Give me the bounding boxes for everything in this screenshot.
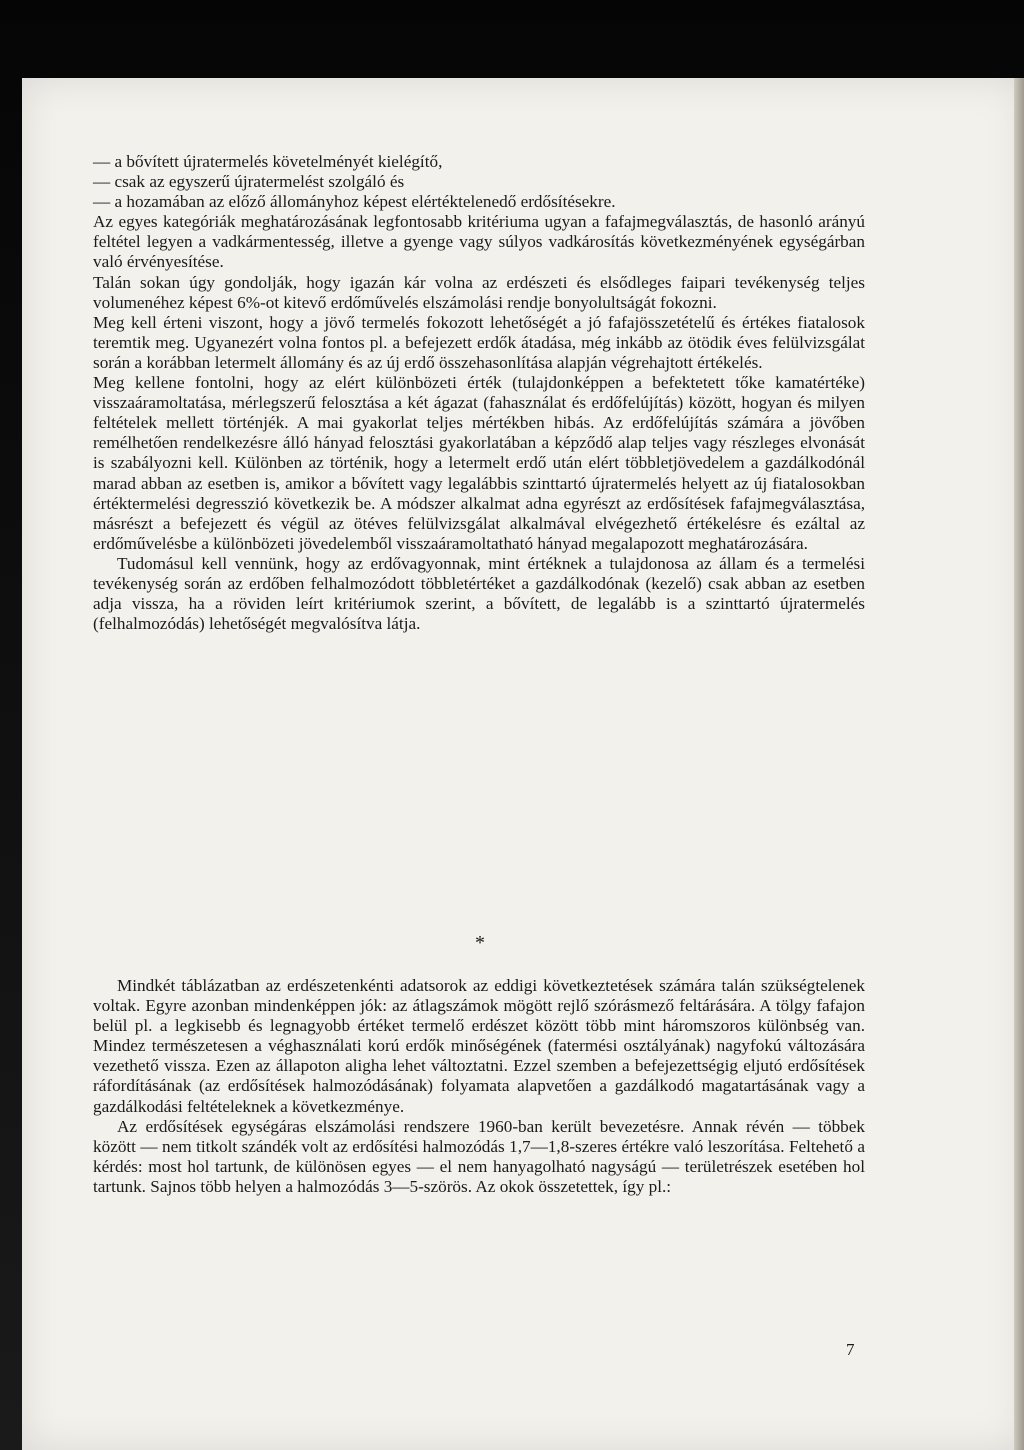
paragraph: Meg kell érteni viszont, hogy a jövő termelés fokozott lehetőségét a jó fafajösszetételű és értékes fiatalosok teremtik meg. Ugyanezért volna fontos pl. a befejezett erdők átadása, még inkább az ötödik éves felülvizsgálat során a korábban letermelt állomány és az új erdő összehasonlítása alapján végrehajtott értékelés. bbox=[93, 312, 865, 372]
page-number: 7 bbox=[846, 1340, 855, 1359]
paragraph: Meg kellene fontolni, hogy az elért különbözeti érték (tulajdonképpen a befektetett tőke kamatértéke) visszaáramoltatása, mérlegszerű felosztása a két ágazat (fahasználat és erdőfelújítás) között, hogyan és milyen feltételek mellett történjék. A mai gyakorlat teljes mértékben hibás. Az erdőfelújítás számára a jövőben remélhetően rendelkezésre álló hányad felosztási gyakorlatában a képződő alap teljes vagy részleges elvonását is szabályozni kell. Különben az történik, hogy a letermelt erdő után elért többletjövedelem a gazdálkodónál marad abban az esetben is, amikor a bővített vagy legalábbis szinttartó újratermelés helyett az új fiatalosokban értéktermelési degresszió következik be. A módszer alkalmat adna egyrészt az erdősítések fafajmegválasztása, másrészt a befejezett és végül az ötéves felülvizsgálat alkalmával elvégezhető értékelésre és ezáltal az erdőművelésbe a különbözeti jövedelemből visszaáramoltatható hányad megalapozott meghatározására. bbox=[93, 373, 865, 553]
paragraph: Talán sokan úgy gondolják, hogy igazán kár volna az erdészeti és elsődleges faipari tevékenység teljes volumenéhez képest 6%-ot kitevő erdőművelés elszámolási rendje bonyolultságát fokozni. bbox=[93, 272, 865, 312]
section-2-text bbox=[93, 976, 865, 1197]
section-1-text bbox=[93, 152, 865, 634]
dash-item: — a hozamában az előző állományhoz képest elértéktelenedő erdősítésekre. bbox=[93, 192, 616, 212]
paragraph: Az egyes kategóriák meghatározásának legfontosabb kritériuma ugyan a fafajmegválasztás, de hasonló arányú feltétel legyen a vadkármentesség, illetve a gyenge vagy súlyos vadkárosítás következményének egységárban való érvényesítése. bbox=[93, 212, 865, 272]
page-edge bbox=[1014, 78, 1024, 1450]
paragraph: Az erdősítések egységáras elszámolási rendszere 1960-ban került bevezetésre. Annak révén — többek között — nem titkolt szándék volt az erdősítési halmozódás 1,7—1,8-szeres értékre való leszorítása. Feltehető a kérdés: most hol tartunk, de különösen egyes — el nem hanyagolható nagyságú — területrészek esetében hol tartunk. Sajnos több helyen a halmozódás 3—5-szörös. Az okok összetettek, így pl.: bbox=[93, 1116, 865, 1196]
section-separator: * bbox=[475, 932, 485, 954]
dash-item: — csak az egyszerű újratermelést szolgáló és bbox=[93, 172, 405, 192]
dash-item: — a bővített újratermelés követelményét kielégítő, bbox=[93, 152, 443, 171]
paragraph: Mindkét táblázatban az erdészetenkénti adatsorok az eddigi következtetések számára talán szükségtelenek voltak. Egyre azonban mindenképpen jók: az átlagszámok mögött rejlő szórásmező feltárására. A tölgy fafajon belül pl. a legkisebb és legnagyobb értéket termelő erdészet között több mint háromszoros különbség van. Mindez természetesen a véghasználati korú erdők minőségének (fatermési osztályának) nagyfokú változására vezethető vissza. Ezen az állapoton aligha lehet változtatni. Ezzel szemben a befejezettségig eljutó erdősítések ráfordításának (az erdősítések halmozódásának) folyamata alapvetően a gazdálkodó magatartásának vagy a gazdálkodási feltételeknek a következménye. bbox=[93, 976, 865, 1116]
paragraph: Tudomásul kell vennünk, hogy az erdővagyonnak, mint értéknek a tulajdonosa az állam és a termelési tevékenység során az erdőben felhalmozódott többletértéket a gazdálkodónak (kezelő) csak abban az esetben adja vissza, ha a röviden leírt kritériumok szerint, a bővített, de legalább is a szinttartó újratermelés (felhalmozódás) lehetőségét megvalósítva látja. bbox=[93, 553, 865, 634]
